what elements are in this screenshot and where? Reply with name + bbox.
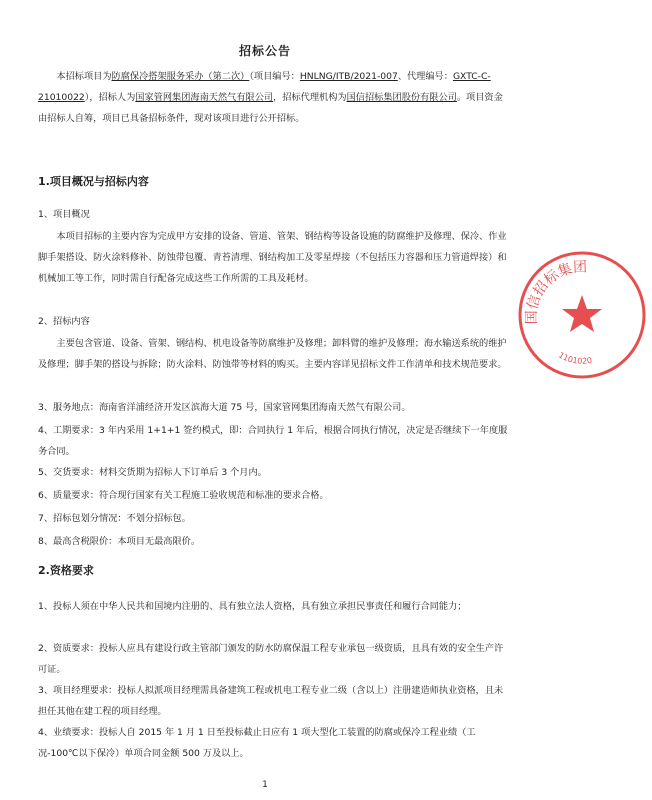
company-seal-stamp xyxy=(512,245,652,385)
intro-paragraph xyxy=(38,66,510,129)
page-number: 1 xyxy=(262,780,268,790)
delivery-requirement: 5、交货要求：材料交货期为招标人下订单后 3 个月内。 xyxy=(38,467,267,478)
qualification-item-2: 2、资质要求：投标人应具有建设行政主管部门颁发的防水防腐保温工程专业承包一级资质，且具有效的安全生产许可证。 xyxy=(38,643,504,675)
project-name: 防腐保冷搭架服务采办（第二次） xyxy=(111,71,250,82)
qualification-item-3: 3、项目经理要求：投标人拟派项目经理需具备建筑工程或机电工程专业二级（含以上）注册建造师执业资格，且未担任其他在建工程的项目经理。 xyxy=(38,685,504,717)
tenderer-name: 国家管网集团海南天然气有限公司 xyxy=(135,92,274,103)
svg-text:1101020 xyxy=(557,351,593,366)
subsection-overview-title: 1、项目概况 xyxy=(38,209,90,220)
intro-text: 、代理编号： xyxy=(397,71,453,82)
section-2-heading: 2.资格要求 xyxy=(38,564,94,577)
qualification-item-4: 4、业绩要求：投标人自 2015 年 1 月 1 日至投标截止日应有 1 项大型化工装置的防腐或保冷工程业绩（工况-100℃以下保冷）单项合同金额 500 万及以上。 xyxy=(38,727,476,759)
intro-text: ），招标人为 xyxy=(84,92,136,103)
seal-text: 国信招标集团 xyxy=(523,259,588,325)
project-number: HNLNG/ITB/2021-007 xyxy=(299,71,398,82)
agency-name: 国信招标集团股份有限公司 xyxy=(346,92,457,103)
intro-text: 本招标项目为 xyxy=(56,71,112,82)
section-1-heading: 1.项目概况与招标内容 xyxy=(38,175,149,188)
max-price: 8、最高含税限价：本项目无最高限价。 xyxy=(38,536,201,547)
subsection-content-text: 主要包含管道、设备、管架、钢结构、机电设备等防腐维护及修理；卸料臂的维护及修理；海水输送系统的维护及修理；脚手架的搭设与拆除；防火涂料、防蚀带等材料的购买。主要内容详见招标文件工作清单和技术规范要求。 xyxy=(38,338,507,370)
intro-text: ，招标代理机构为 xyxy=(273,92,347,103)
subsection-content-title: 2、招标内容 xyxy=(38,316,90,327)
service-location: 3、服务地点：海南省洋浦经济开发区滨海大道 75 号，国家管网集团海南天然气有限公司。 xyxy=(38,402,411,413)
document-title: 招标公告 xyxy=(238,44,291,58)
quality-requirement: 6、质量要求：符合现行国家有关工程施工验收规范和标准的要求合格。 xyxy=(38,490,329,501)
qualification-item-1: 1、投标人须在中华人民共和国境内注册的、具有独立法人资格，具有独立承担民事责任和履行合同能力； xyxy=(38,601,467,612)
lot-division: 7、招标包划分情况：不划分招标包。 xyxy=(38,513,191,524)
agent-number: GXTC-C-21010022 xyxy=(38,71,491,103)
seal-star-icon xyxy=(562,295,602,332)
seal-code: 1101020 xyxy=(557,350,593,366)
subsection-overview-text: 本项目招标的主要内容为完成甲方安排的设备、管道、管架、钢结构等设备设施的防腐维护及修理、保冷、作业脚手架搭设、防火涂料修补、防蚀带包覆、青苔清理、钢结构加工及零星焊接（不包括压力容器和压力管道焊接）和机械加工等工作，同时需自行配备完成这些工作所需的工具及耗材。 xyxy=(38,231,507,284)
intro-text: （项目编号： xyxy=(249,71,300,82)
intro-text: 。项目资金由招标人自筹，项目已具备招标条件，现对该项目进行公开招标。 xyxy=(38,92,503,124)
duration-requirement: 4、工期要求：3 年内采用 1+1+1 签约模式，即：合同执行 1 年后，根据合同执行情况，决定是否继续下一年度服务合同。 xyxy=(38,425,508,457)
